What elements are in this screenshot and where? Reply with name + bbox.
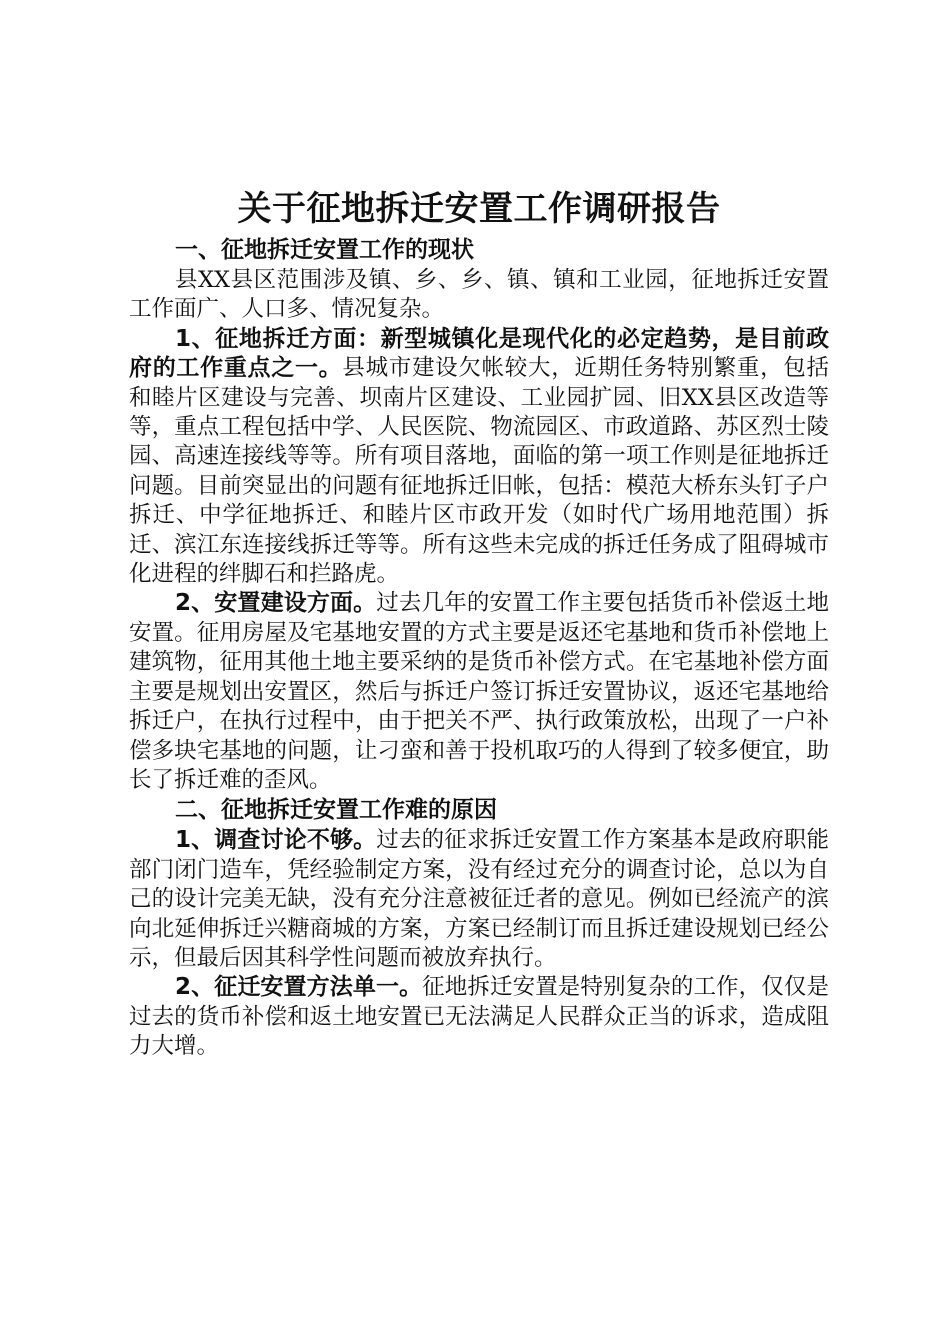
document-title: 关于征地拆迁安置工作调研报告 — [237, 189, 721, 229]
paragraph-text: 征地拆迁安置是特别复杂的工作，仅仅是过去的货币补偿和返土地安置已无法满足人民群众正当的诉求，造成阻力大增。 — [129, 974, 829, 1060]
document-page — [129, 183, 829, 1062]
section-1 — [129, 235, 829, 795]
paragraph-lead: 2、征迁安置方法单一。 — [175, 974, 423, 1001]
section-heading: 一、征地拆迁安置工作的现状 — [175, 237, 474, 263]
paragraph-lead: 1、调查讨论不够。 — [175, 827, 377, 854]
paragraph — [129, 325, 829, 590]
paragraph-lead: 2、安置建设方面。 — [175, 590, 377, 617]
paragraph — [129, 826, 829, 973]
paragraph-lead: 1、征地拆迁方面：新型城镇化是现代化的必定趋势，是目前政府的工作重点之一。 — [129, 325, 829, 382]
paragraph-text: 县城市建设欠帐较大，近期任务特别繁重，包括和睦片区建设与完善、坝南片区建设、工业园扩园、旧XX县区改造等等，重点工程包括中学、人民医院、物流园区、市政道路、苏区烈士陵园、高速连接线等等。所有项目落地，面临的第一项工作则是征地拆迁问题。目前突显出的问题有征地拆迁旧帐，包括：模范大桥东头钉子户拆迁、中学征地拆迁、和睦片区市政开发（如时代广场用地范围）拆迁、滨江东连接线拆迁等等。所有这些未完成的拆迁任务成了阻碍城市化进程的绊脚石和拦路虎。 — [129, 355, 829, 588]
section-2 — [129, 795, 829, 1061]
paragraph — [129, 266, 829, 325]
section-heading: 二、征地拆迁安置工作难的原因 — [175, 797, 497, 824]
paragraph — [129, 589, 829, 795]
paragraph-text: 县XX县区范围涉及镇、乡、乡、镇、镇和工业园，征地拆迁安置工作面广、人口多、情况复杂。 — [129, 267, 829, 323]
paragraph-text: 过去的征求拆迁安置工作方案基本是政府职能部门闭门造车，凭经验制定方案，没有经过充分的调查讨论，总以为自己的设计完美无缺，没有充分注意被征迁者的意见。例如已经流产的滨向北延伸拆迁兴糖商城的方案，方案已经制订而且拆迁建设规划已经公示，但最后因其科学性问题而被放弃执行。 — [129, 827, 829, 971]
paragraph-text: 过去几年的安置工作主要包括货币补偿返土地安置。征用房屋及宅基地安置的方式主要是返还宅基地和货币补偿地上建筑物，征用其他土地主要采纳的是货币补偿方式。在宅基地补偿方面主要是规划出安置区，然后与拆迁户签订拆迁安置协议，返还宅基地给拆迁户，在执行过程中，由于把关不严、执行政策放松，出现了一户补偿多块宅基地的问题，让刁蛮和善于投机取巧的人得到了较多便宜，助长了拆迁难的歪风。 — [129, 590, 829, 793]
paragraph — [129, 973, 829, 1061]
